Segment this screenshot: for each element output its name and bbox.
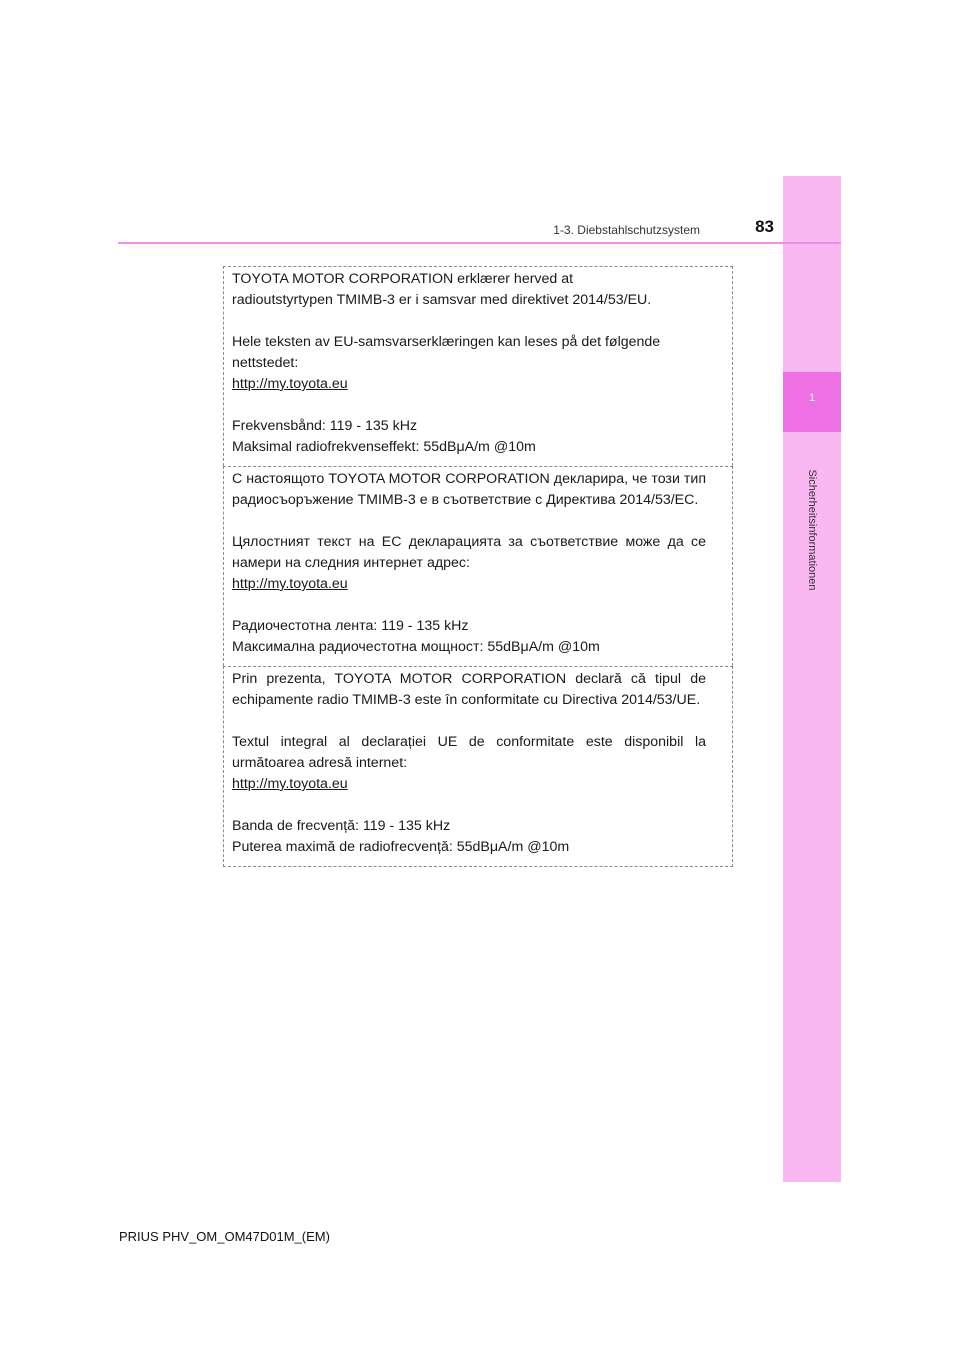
fulltext-line: nettstedet: (232, 355, 299, 371)
spec-paragraph (232, 616, 706, 658)
frequency-band: Frekvensbånd: 119 - 135 kHz (232, 418, 418, 434)
toyota-link[interactable]: http://my.toyota.eu (232, 376, 348, 392)
max-power: Puterea maximă de radiofrecvență: 55dBμA/m @10m (232, 839, 570, 855)
chapter-number: 1 (808, 392, 816, 404)
fulltext-paragraph (232, 532, 706, 595)
section-title: 1-3. Diebstahlschutzsystem (553, 223, 700, 237)
chapter-marker (783, 372, 841, 432)
declaration-line: radioutstyrtypen TMIMB-3 er i samsvar med direktivet 2014/53/EU. (232, 292, 652, 308)
max-power: Максимална радиочестотна мощност: 55dBμA/m @10m (232, 639, 600, 655)
fulltext-paragraph (232, 332, 706, 395)
fulltext-text: Textul integral al declarației UE de conformitate este disponibil la următoarea adresă internet: (232, 734, 706, 771)
fulltext-line: Hele teksten av EU-samsvarserklæringen kan leses på det følgende (232, 334, 661, 350)
header-rule (118, 242, 841, 244)
page-number: 83 (755, 217, 774, 236)
chapter-title: Sicherheitsinformationen (806, 469, 818, 591)
section-bulgarian (223, 466, 733, 666)
declaration-sections (223, 266, 733, 867)
max-power: Maksimal radiofrekvenseffekt: 55dBμA/m @10m (232, 439, 536, 455)
declaration-text (232, 269, 706, 311)
spec-paragraph (232, 416, 706, 458)
spec-paragraph (232, 816, 706, 858)
fulltext-text: Цялостният текст на ЕС декларацията за съответствие може да се намери на следния интернет адрес: (232, 534, 706, 571)
section-romanian (223, 666, 733, 867)
footer-code: PRIUS PHV_OM_OM47D01M_(EM) (119, 1229, 330, 1244)
frequency-band: Banda de frecvență: 119 - 135 kHz (232, 818, 451, 834)
declaration-text: Prin prezenta, TOYOTA MOTOR CORPORATION declară că tipul de echipamente radio TMIMB-3 este în conformitate cu Directiva 2014/53/UE. (232, 671, 706, 708)
declaration-line: TOYOTA MOTOR CORPORATION erklærer herved at (232, 271, 574, 287)
section-norwegian (223, 266, 733, 466)
toyota-link[interactable]: http://my.toyota.eu (232, 576, 348, 592)
frequency-band: Радиочестотна лента: 119 - 135 kHz (232, 618, 469, 634)
toyota-link[interactable]: http://my.toyota.eu (232, 776, 348, 792)
declaration-text: С настоящото TOYOTA MOTOR CORPORATION декларира, че този тип радиосъоръжение TMIMB-3 е в съответствие с Директива 2014/53/ЕС. (232, 471, 706, 508)
side-tab (783, 176, 841, 1182)
fulltext-paragraph (232, 732, 706, 795)
